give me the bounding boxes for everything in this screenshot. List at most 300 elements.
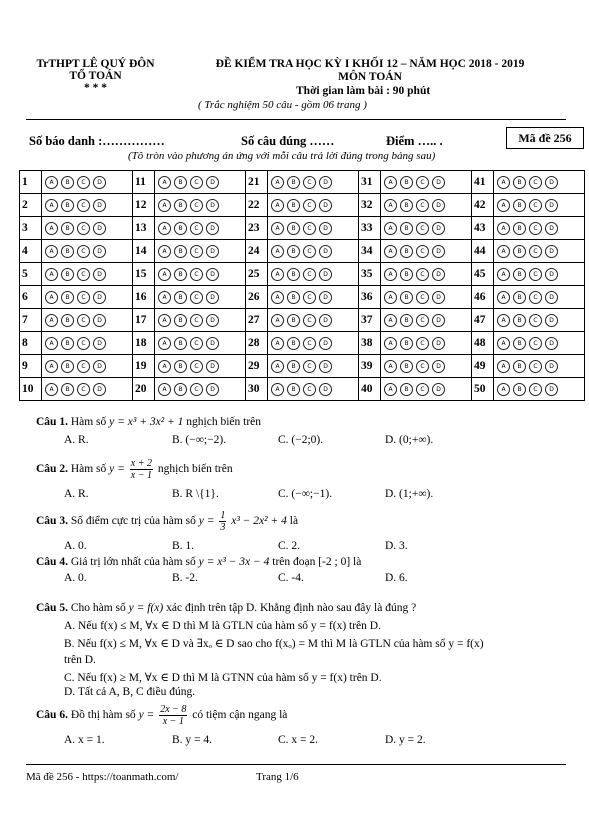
answer-bubbles-cell [494,355,585,378]
answer-bubble-b[interactable]: B [174,360,187,373]
answer-bubble-c[interactable]: C [529,176,542,189]
answer-bubble-c[interactable]: C [416,360,429,373]
answer-bubbles-cell [42,355,133,378]
answer-bubble-b[interactable]: B [174,245,187,258]
answer-bubble-c[interactable]: C [529,199,542,212]
answer-bubble-a[interactable]: A [271,291,284,304]
question-number-cell: 17 [133,309,155,332]
q6-numerator: 2x − 8 [160,704,187,715]
answer-bubble-d[interactable]: D [545,383,558,396]
q1-expr: y = x³ + 3x² + 1 [109,416,184,428]
question-number-cell: 23 [246,217,268,240]
answer-bubble-b[interactable]: B [174,176,187,189]
answer-bubble-a[interactable]: A [45,268,58,281]
answer-bubble-c[interactable]: C [303,291,316,304]
answer-bubbles-cell [42,217,133,240]
answer-bubble-d[interactable]: D [93,199,106,212]
answer-bubble-b[interactable]: B [174,268,187,281]
answer-bubble-b[interactable]: B [61,199,74,212]
q1-option-a[interactable]: A. R. [64,434,89,446]
answer-bubble-b[interactable]: B [400,291,413,304]
answer-bubble-c[interactable]: C [190,176,203,189]
answer-bubble-a[interactable]: A [271,268,284,281]
answer-bubble-d[interactable]: D [206,222,219,235]
answer-bubble-a[interactable]: A [45,383,58,396]
question-number-cell: 48 [472,332,494,355]
answer-bubble-a[interactable]: A [158,337,171,350]
answer-bubble-d[interactable]: D [93,245,106,258]
answer-bubble-c[interactable]: C [303,245,316,258]
answer-bubble-d[interactable]: D [545,199,558,212]
question-number-cell: 8 [20,332,42,355]
answer-bubble-d[interactable]: D [93,291,106,304]
answer-bubble-d[interactable]: D [319,199,332,212]
q4-option-c[interactable]: C. -4. [278,572,304,584]
answer-bubble-c[interactable]: C [190,360,203,373]
answer-bubble-d[interactable]: D [319,222,332,235]
answer-bubble-a[interactable]: A [497,291,510,304]
answer-bubble-b[interactable]: B [287,291,300,304]
answer-bubbles-cell [155,194,246,217]
answer-bubble-d[interactable]: D [432,222,445,235]
answer-bubble-d[interactable]: D [93,337,106,350]
answer-bubble-a[interactable]: A [45,337,58,350]
answer-bubble-a[interactable]: A [271,383,284,396]
answer-bubble-a[interactable]: A [271,314,284,327]
answer-bubble-b[interactable]: B [61,245,74,258]
answer-bubble-d[interactable]: D [319,268,332,281]
answer-bubble-d[interactable]: D [93,176,106,189]
answer-row [20,332,585,355]
answer-bubble-b[interactable]: B [287,199,300,212]
q6-option-c[interactable]: C. x = 2. [278,734,319,746]
q4-text: Giá trị lớn nhất của hàm số [70,556,196,568]
q4-option-b[interactable]: B. -2. [172,572,198,584]
answer-bubble-d[interactable]: D [319,314,332,327]
answer-bubble-b[interactable]: B [287,360,300,373]
answer-bubble-c[interactable]: C [303,314,316,327]
answer-bubble-b[interactable]: B [287,176,300,189]
answer-bubbles-cell [268,240,359,263]
answer-bubble-c[interactable]: C [77,176,90,189]
q2-label: Câu 2. [36,463,68,476]
q1-option-b[interactable]: B. (−∞;−2). [172,434,227,446]
answer-bubble-b[interactable]: B [400,383,413,396]
answer-bubble-a[interactable]: A [384,245,397,258]
answer-bubbles-cell [494,171,585,194]
answer-bubble-a[interactable]: A [384,176,397,189]
answer-bubble-b[interactable]: B [287,337,300,350]
answer-bubble-c[interactable]: C [416,314,429,327]
q6-option-d[interactable]: D. y = 2. [385,734,426,746]
answer-bubble-d[interactable]: D [432,383,445,396]
answer-bubble-b[interactable]: B [174,291,187,304]
answer-bubble-c[interactable]: C [303,337,316,350]
answer-bubble-b[interactable]: B [513,383,526,396]
answer-bubble-d[interactable]: D [206,314,219,327]
answer-bubble-c[interactable]: C [416,222,429,235]
answer-bubble-a[interactable]: A [45,245,58,258]
answer-bubble-a[interactable]: A [158,268,171,281]
answer-bubble-b[interactable]: B [287,222,300,235]
answer-bubbles-cell [268,332,359,355]
answer-bubble-b[interactable]: B [513,291,526,304]
answer-bubble-a[interactable]: A [158,199,171,212]
answer-bubble-d[interactable]: D [545,360,558,373]
answer-bubble-d[interactable]: D [432,314,445,327]
answer-bubble-b[interactable]: B [174,222,187,235]
answer-bubbles-cell [42,309,133,332]
answer-bubble-c[interactable]: C [190,291,203,304]
answer-bubble-c[interactable]: C [416,199,429,212]
answer-bubble-c[interactable]: C [416,176,429,189]
answer-bubbles-cell [494,240,585,263]
answer-bubble-a[interactable]: A [497,199,510,212]
answer-bubble-d[interactable]: D [545,314,558,327]
answer-bubble-c[interactable]: C [77,245,90,258]
answer-bubble-a[interactable]: A [384,222,397,235]
q2-option-d[interactable]: D. (1;+∞). [385,488,434,500]
answer-bubble-a[interactable]: A [158,314,171,327]
answer-bubble-a[interactable]: A [45,360,58,373]
page-note: ( Trắc nghiệm 50 câu - gồm 06 trang ) [198,99,367,111]
answer-bubble-b[interactable]: B [513,245,526,258]
answer-bubble-b[interactable]: B [513,360,526,373]
answer-bubble-b[interactable]: B [287,268,300,281]
answer-bubble-b[interactable]: B [400,245,413,258]
question-number-cell: 30 [246,378,268,401]
answer-bubble-c[interactable]: C [190,337,203,350]
answer-bubble-a[interactable]: A [45,222,58,235]
answer-row [20,355,585,378]
answer-bubble-c[interactable]: C [529,314,542,327]
answer-bubbles-cell [155,240,246,263]
q6-option-b[interactable]: B. y = 4. [172,734,213,746]
answer-bubble-d[interactable]: D [545,222,558,235]
answer-bubble-b[interactable]: B [61,222,74,235]
answer-bubble-a[interactable]: A [158,360,171,373]
answer-bubble-d[interactable]: D [432,245,445,258]
answer-bubble-d[interactable]: D [545,268,558,281]
answer-bubble-c[interactable]: C [190,222,203,235]
q2-option-c[interactable]: C. (−∞;−1). [278,488,333,500]
answer-bubble-d[interactable]: D [545,245,558,258]
answer-bubble-c[interactable]: C [77,268,90,281]
answer-bubble-c[interactable]: C [416,337,429,350]
stars-label: * * * [84,82,107,94]
answer-bubble-c[interactable]: C [190,314,203,327]
answer-bubble-d[interactable]: D [93,268,106,281]
answer-bubble-a[interactable]: A [384,314,397,327]
q5-option-b-cont: trên D. [64,654,96,666]
answer-bubble-c[interactable]: C [416,383,429,396]
answer-bubble-d[interactable]: D [206,176,219,189]
answer-bubble-a[interactable]: A [384,291,397,304]
q2-tail: nghịch biến trên [157,463,233,476]
answer-bubble-d[interactable]: D [319,245,332,258]
answer-bubble-a[interactable]: A [271,337,284,350]
answer-bubble-c[interactable]: C [303,199,316,212]
answer-bubble-d[interactable]: D [432,268,445,281]
answer-bubble-c[interactable]: C [416,268,429,281]
q5-option-a[interactable]: A. Nếu f(x) ≤ M, ∀x ∈ D thì M là GTLN của hàm số y = f(x) trên D. [64,620,381,632]
answer-bubbles-cell [155,263,246,286]
answer-bubble-c[interactable]: C [77,337,90,350]
answer-bubble-d[interactable]: D [206,291,219,304]
answer-bubble-c[interactable]: C [190,245,203,258]
answer-bubble-d[interactable]: D [319,360,332,373]
q3-tail: là [289,515,299,528]
answer-bubble-a[interactable]: A [45,176,58,189]
answer-bubble-a[interactable]: A [497,245,510,258]
answer-bubble-d[interactable]: D [432,291,445,304]
q3-option-d[interactable]: D. 3. [385,540,408,552]
answer-grid [19,170,585,401]
answer-bubble-a[interactable]: A [497,176,510,189]
question-number-cell: 39 [359,355,381,378]
answer-bubble-d[interactable]: D [206,199,219,212]
answer-bubbles-cell [268,217,359,240]
q3-option-c[interactable]: C. 2. [278,540,301,552]
question-number-cell: 38 [359,332,381,355]
answer-bubble-b[interactable]: B [287,314,300,327]
answer-bubble-b[interactable]: B [400,199,413,212]
answer-bubble-c[interactable]: C [416,291,429,304]
answer-bubble-c[interactable]: C [190,268,203,281]
answer-bubble-d[interactable]: D [432,176,445,189]
question-number-cell: 37 [359,309,381,332]
answer-bubble-c[interactable]: C [190,199,203,212]
answer-bubbles-cell [381,171,472,194]
answer-bubble-d[interactable]: D [432,199,445,212]
answer-bubble-d[interactable]: D [93,383,106,396]
answer-bubble-d[interactable]: D [93,314,106,327]
answer-bubble-a[interactable]: A [271,360,284,373]
answer-bubble-d[interactable]: D [206,383,219,396]
question-1 [36,416,261,428]
answer-bubble-b[interactable]: B [513,268,526,281]
question-number-cell: 9 [20,355,42,378]
q1-tail: nghịch biến trên [186,416,262,428]
answer-bubble-b[interactable]: B [400,268,413,281]
answer-row [20,240,585,263]
answer-bubble-a[interactable]: A [271,199,284,212]
answer-bubble-b[interactable]: B [174,199,187,212]
answer-bubble-a[interactable]: A [384,360,397,373]
answer-bubble-d[interactable]: D [319,291,332,304]
question-number-cell: 41 [472,171,494,194]
answer-bubble-b[interactable]: B [61,268,74,281]
answer-bubble-d[interactable]: D [545,291,558,304]
question-5 [36,602,416,614]
answer-bubble-b[interactable]: B [174,337,187,350]
answer-bubble-b[interactable]: B [61,360,74,373]
q5-expr: y = f(x) [128,602,164,614]
answer-bubble-b[interactable]: B [174,383,187,396]
answer-bubble-c[interactable]: C [77,199,90,212]
q6-option-a[interactable]: A. x = 1. [64,734,105,746]
answer-bubble-b[interactable]: B [287,245,300,258]
answer-bubble-d[interactable]: D [206,245,219,258]
q5-option-c[interactable]: C. Nếu f(x) ≥ M, ∀x ∈ D thì M là GTNN của hàm số y = f(x) trên D. [64,672,382,684]
answer-bubble-a[interactable]: A [158,222,171,235]
answer-bubble-d[interactable]: D [545,337,558,350]
answer-bubble-d[interactable]: D [206,360,219,373]
question-3 [36,510,298,533]
answer-bubble-a[interactable]: A [384,383,397,396]
answer-bubbles-cell [381,240,472,263]
answer-bubble-d[interactable]: D [432,337,445,350]
answer-bubble-c[interactable]: C [303,222,316,235]
answer-bubble-a[interactable]: A [45,199,58,212]
answer-bubble-a[interactable]: A [271,176,284,189]
answer-bubble-b[interactable]: B [400,314,413,327]
answer-bubble-b[interactable]: B [513,222,526,235]
q2-option-a[interactable]: A. R. [64,488,89,500]
answer-bubble-a[interactable]: A [497,360,510,373]
q4-option-d[interactable]: D. 6. [385,572,408,584]
answer-bubble-c[interactable]: C [77,222,90,235]
answer-row [20,263,585,286]
answer-bubble-c[interactable]: C [303,268,316,281]
answer-bubble-b[interactable]: B [513,176,526,189]
q2-denominator: x − 1 [130,470,152,481]
q3-numerator: 1 [220,510,226,521]
answer-bubbles-cell [155,171,246,194]
exam-title: ĐỀ KIỂM TRA HỌC KỲ I KHỐI 12 – NĂM HỌC 2018 - 2019 [215,58,525,70]
answer-bubble-b[interactable]: B [513,199,526,212]
answer-row [20,286,585,309]
answer-bubble-d[interactable]: D [432,360,445,373]
q5-option-b[interactable]: B. Nếu f(x) ≤ M, ∀x ∈ D và ∃xₒ ∈ D sao cho f(xₒ) = M thì M là GTLN của hàm số y = f(x) [64,638,484,650]
answer-bubble-a[interactable]: A [158,291,171,304]
question-number-cell: 3 [20,217,42,240]
answer-bubble-a[interactable]: A [497,337,510,350]
answer-bubble-c[interactable]: C [77,314,90,327]
answer-bubble-b[interactable]: B [61,314,74,327]
answer-bubbles-cell [42,240,133,263]
q3-option-b[interactable]: B. 1. [172,540,195,552]
answer-bubble-c[interactable]: C [529,337,542,350]
answer-bubbles-cell [42,194,133,217]
question-2 [36,458,233,481]
answer-bubble-b[interactable]: B [61,291,74,304]
question-number-cell: 33 [359,217,381,240]
answer-bubble-a[interactable]: A [497,314,510,327]
answer-bubble-a[interactable]: A [384,337,397,350]
answer-bubble-b[interactable]: B [61,383,74,396]
q5-tail: xác định trên tập D. Khẳng định nào sau đây là đúng ? [166,602,417,614]
answer-bubble-b[interactable]: B [400,360,413,373]
q6-label: Câu 6. [36,709,68,722]
answer-bubbles-cell [268,171,359,194]
q1-option-d[interactable]: D. (0;+∞). [385,434,434,446]
answer-bubble-d[interactable]: D [319,337,332,350]
department-label: TỔ TOÁN [69,70,122,82]
answer-bubble-a[interactable]: A [271,245,284,258]
answer-bubble-a[interactable]: A [45,314,58,327]
answer-bubble-b[interactable]: B [61,176,74,189]
answer-bubble-c[interactable]: C [303,383,316,396]
q3-option-a[interactable]: A. 0. [64,540,87,552]
answer-bubble-d[interactable]: D [93,222,106,235]
answer-bubbles-cell [268,194,359,217]
answer-bubble-d[interactable]: D [319,383,332,396]
school-label: TrTHPT LÊ QUÝ ĐÔN [36,58,155,70]
answer-bubble-b[interactable]: B [174,314,187,327]
answer-bubble-a[interactable]: A [497,383,510,396]
answer-bubble-c[interactable]: C [529,268,542,281]
answer-bubble-c[interactable]: C [77,360,90,373]
answer-bubble-a[interactable]: A [384,199,397,212]
answer-bubble-b[interactable]: B [61,337,74,350]
answer-bubble-b[interactable]: B [513,337,526,350]
answer-bubble-c[interactable]: C [77,383,90,396]
q4-option-a[interactable]: A. 0. [64,572,87,584]
answer-bubble-d[interactable]: D [206,337,219,350]
answer-bubbles-cell [155,217,246,240]
question-number-cell: 26 [246,286,268,309]
answer-bubble-a[interactable]: A [158,383,171,396]
question-number-cell: 24 [246,240,268,263]
q2-option-b[interactable]: B. R \{1}. [172,488,219,500]
answer-bubble-a[interactable]: A [497,222,510,235]
answer-row [20,217,585,240]
answer-bubble-a[interactable]: A [158,245,171,258]
question-number-cell: 25 [246,263,268,286]
answer-bubble-c[interactable]: C [77,291,90,304]
q4-tail: trên đoạn [-2 ; 0] là [272,556,362,568]
answer-bubble-b[interactable]: B [400,222,413,235]
footer-page: Trang 1/6 [256,771,299,783]
q3-lhs: y = [198,515,215,528]
score-field: Điểm ….. . [386,134,443,148]
answer-bubble-a[interactable]: A [271,222,284,235]
q5-text: Cho hàm số [70,602,126,614]
answer-bubble-d[interactable]: D [319,176,332,189]
q1-option-c[interactable]: C. (−2;0). [278,434,324,446]
question-number-cell: 31 [359,171,381,194]
answer-bubble-b[interactable]: B [400,176,413,189]
question-number-cell: 45 [472,263,494,286]
question-number-cell: 49 [472,355,494,378]
answer-bubble-c[interactable]: C [303,176,316,189]
answer-bubble-c[interactable]: C [529,291,542,304]
answer-bubble-a[interactable]: A [497,268,510,281]
q3-denominator: 3 [220,522,226,533]
answer-bubble-c[interactable]: C [190,383,203,396]
q5-option-d[interactable]: D. Tất cả A, B, C điều đúng. [64,686,196,698]
question-number-cell: 21 [246,171,268,194]
answer-bubble-c[interactable]: C [416,245,429,258]
answer-bubble-d[interactable]: D [545,176,558,189]
answer-bubble-b[interactable]: B [400,337,413,350]
answer-bubble-b[interactable]: B [287,383,300,396]
q3-fraction [219,510,226,533]
answer-bubble-a[interactable]: A [45,291,58,304]
instruction-text: (Tô tròn vào phương án ứng với mỗi câu trả lời đúng trong bảng sau) [128,150,436,162]
answer-bubble-d[interactable]: D [206,268,219,281]
answer-bubble-c[interactable]: C [529,222,542,235]
answer-bubble-c[interactable]: C [303,360,316,373]
answer-bubble-d[interactable]: D [93,360,106,373]
answer-bubble-a[interactable]: A [158,176,171,189]
answer-bubble-c[interactable]: C [529,383,542,396]
answer-bubble-c[interactable]: C [529,245,542,258]
answer-bubble-c[interactable]: C [529,360,542,373]
answer-bubble-b[interactable]: B [513,314,526,327]
answer-bubble-a[interactable]: A [384,268,397,281]
